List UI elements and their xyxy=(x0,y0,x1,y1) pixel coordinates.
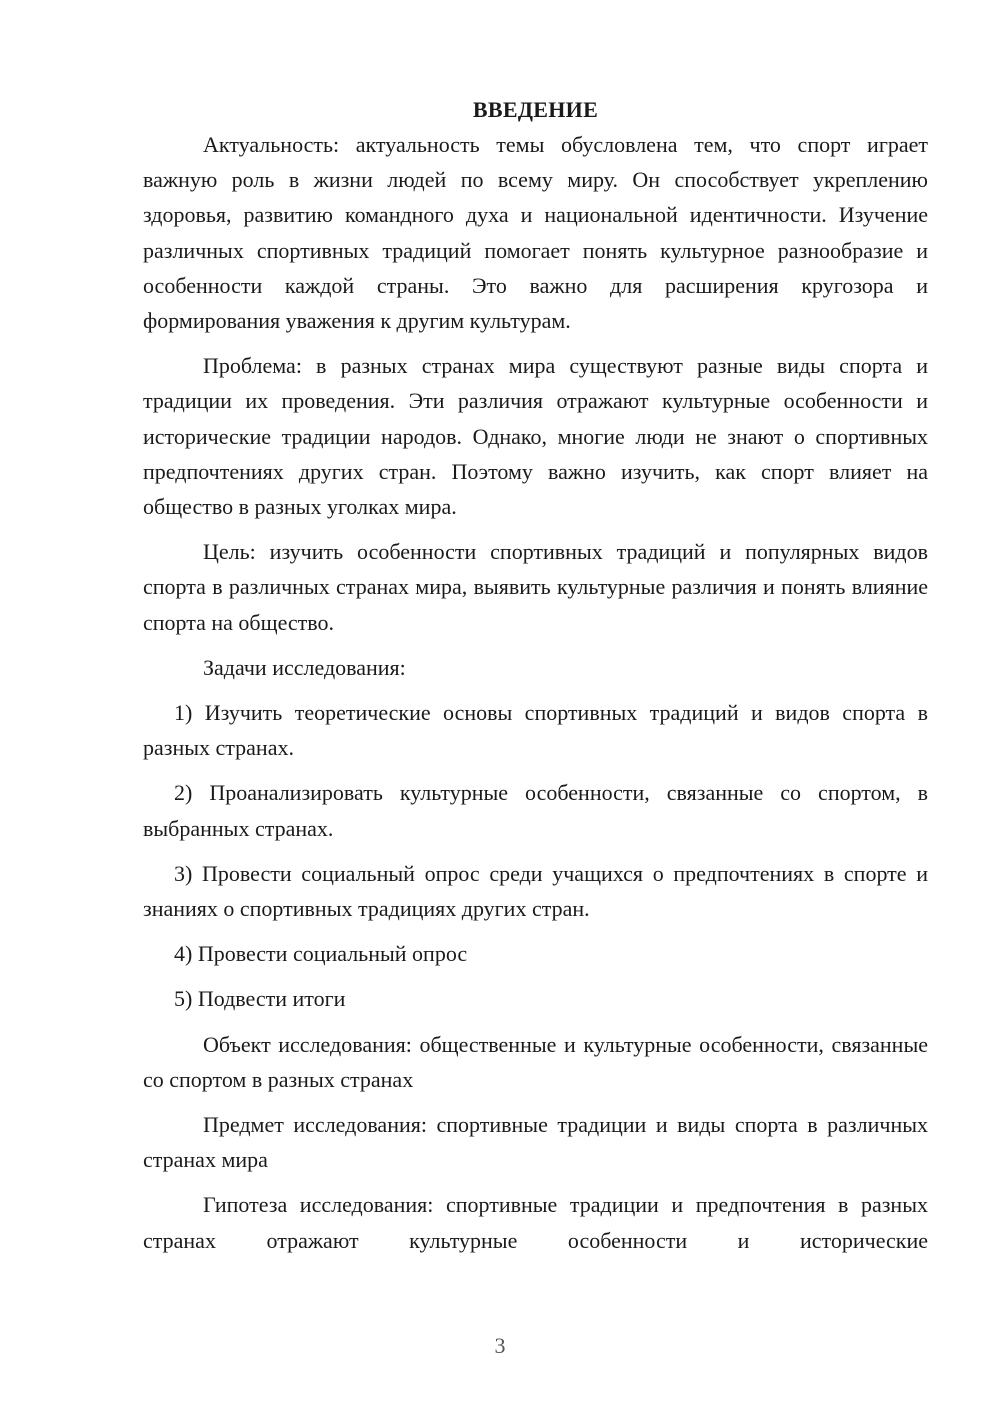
task-item-1: 1) Изучить теоретические основы спортивных традиций и видов спорта в разных странах. xyxy=(143,700,928,761)
task-item-4: 4) Провести социальный опрос xyxy=(174,941,468,967)
paragraph-relevance: Актуальность: актуальность темы обусловлена тем, что спорт играет важную роль в жизни людей по всему миру. Он способствует укреплению здоровья, развитию командного духа и национальной идентичности. Изучение различных спортивных традиций помогает понять культурное разнообразие и особенности каждой страны. Это важно для расширения кругозора и формирования уважения к другим культурам. xyxy=(143,132,928,334)
paragraph-hypothesis: Гипотеза исследования: спортивные традиции и предпочтения в разных странах отражают культурные особенности и исторические xyxy=(143,1192,928,1253)
section-title: ВВЕДЕНИЕ xyxy=(472,97,599,122)
page-number: 3 xyxy=(494,1333,506,1358)
paragraph-tasks-heading: Задачи исследования: xyxy=(203,654,406,680)
paragraph-object: Объект исследования: общественные и культурные особенности, связанные со спортом в разных странах xyxy=(143,1031,928,1092)
paragraph-goal: Цель: изучить особенности спортивных традиций и популярных видов спорта в различных странах мира, выявить культурные различия и понять влияние спорта на общество. xyxy=(143,539,928,635)
task-item-5: 5) Подвести итоги xyxy=(174,986,346,1012)
paragraph-subject: Предмет исследования: спортивные традиции и виды спорта в различных странах мира xyxy=(143,1112,928,1173)
paragraph-problem: Проблема: в разных странах мира существуют разные виды спорта и традиции их проведения. Эти различия отражают культурные особенности и исторические традиции народов. Однако, многие люди не знают о спортивных предпочтениях других стран. Поэтому важно изучить, как спорт влияет на общество в разных уголках мира. xyxy=(143,353,928,520)
task-item-3: 3) Провести социальный опрос среди учащихся о предпочтениях в спорте и знаниях о спортивных традициях других стран. xyxy=(143,860,928,922)
document-page xyxy=(143,92,928,1258)
task-item-2: 2) Проанализировать культурные особенности, связанные со спортом, в выбранных странах. xyxy=(143,780,928,841)
